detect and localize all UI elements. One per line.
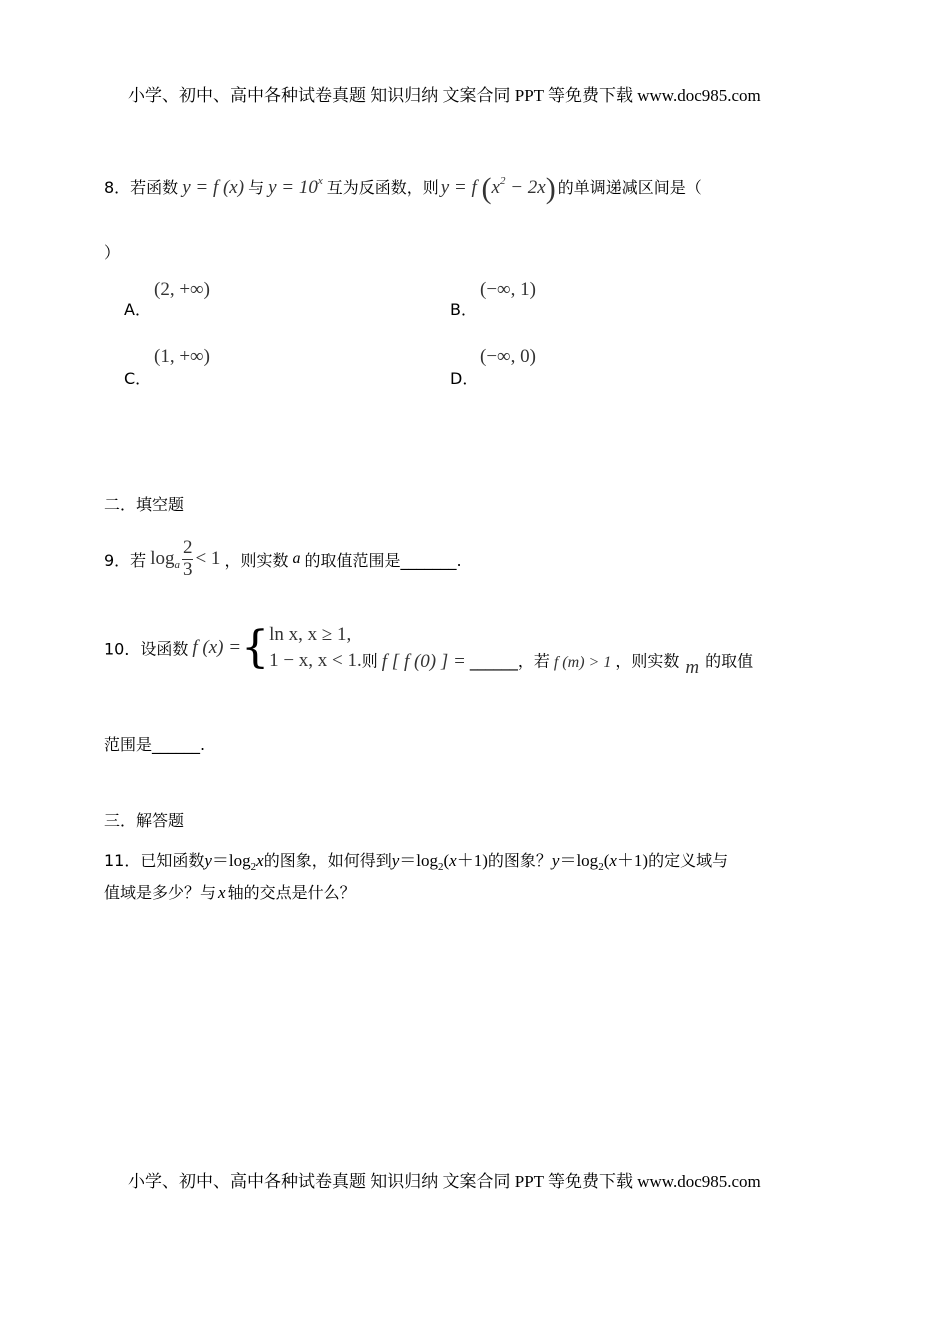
q10-intro: 10．设函数 xyxy=(104,639,189,659)
q9-fraction-numerator: 2 xyxy=(182,537,193,558)
q11-text-domain: 的定义域与 xyxy=(648,851,729,870)
q9-text-range: 的取值范围是_______. xyxy=(304,550,462,570)
q10-brace: { xyxy=(241,622,270,673)
q10-case-1: ln x, x ≥ 1, xyxy=(269,624,352,645)
q11-intro: 11．已知函数 xyxy=(104,851,205,870)
q8-text-and: 与 xyxy=(248,178,265,197)
question-8 xyxy=(104,174,702,204)
option-d-value: (−∞, 0) xyxy=(480,346,536,367)
option-c-label: C． xyxy=(124,369,152,388)
section-3-title: 三．解答题 xyxy=(104,811,185,830)
q10-case-2: 1 − x, x < 1. xyxy=(269,650,362,671)
q8-math-exponent: x xyxy=(317,175,323,187)
q8-math-composite: y = f $(x^2 - 2x)$ xyxy=(440,172,556,205)
q11-text-intersection: 轴的交点是什么？ xyxy=(227,883,356,902)
q10-piecewise xyxy=(269,622,362,674)
q8-text-inverse: 互为反函数，则 xyxy=(326,178,439,197)
q10-text-then: 则 xyxy=(361,651,378,671)
question-11-line-1 xyxy=(104,846,728,873)
option-d-label: D． xyxy=(450,369,479,388)
option-a-value: (2, +∞) xyxy=(154,279,210,300)
q10-var-m: m xyxy=(685,656,700,678)
q10-expr-fm: f (m) > 1 xyxy=(553,653,612,671)
q11-math-log2x1-a: $y=\log_2(x+1)$ xyxy=(391,851,488,873)
option-b-label: B． xyxy=(450,300,477,319)
q9-relation: < 1 xyxy=(195,547,221,569)
page-header: 小学、初中、高中各种试卷真题 知识归纳 文案合同 PPT 等免费下载 www.doc985.com xyxy=(128,86,761,105)
q8-math-10-base: y = 10 xyxy=(268,177,318,198)
q8-text-decreasing: 的单调递减区间是（ xyxy=(557,178,702,197)
option-c-value: (1, +∞) xyxy=(154,346,210,367)
q9-log: log xyxy=(150,547,175,569)
q9-var-a: a xyxy=(292,550,301,568)
q10-expr-ff0: f [ f (0) ] = xyxy=(381,650,466,672)
q8-math-y-eq-fx: y = f (x) xyxy=(182,177,245,198)
q11-math-log2x1-b: $y=\log_2(x+1)$ xyxy=(551,851,649,873)
q10-text-real: ，则实数 xyxy=(615,651,680,671)
q11-text-graph: 的图象，如何得到 xyxy=(263,851,392,870)
section-2-title: 二．填空题 xyxy=(104,495,185,514)
q11-math-log2x: $y=\log_2x$ xyxy=(204,851,264,873)
q9-math-log-inequality xyxy=(150,537,221,580)
q9-intro: 9．若 xyxy=(104,550,147,570)
option-b-value: (−∞, 1) xyxy=(480,279,536,300)
q10-lhs: f (x) = xyxy=(192,637,242,658)
q10-blank-1: ______，若 xyxy=(469,651,550,671)
q9-fraction-denominator: 3 xyxy=(182,558,193,580)
q9-fraction xyxy=(182,538,194,581)
q8-close-paren: ） xyxy=(104,243,121,262)
q8-intro: 8．若函数 xyxy=(104,178,179,197)
q11-var-x: x xyxy=(218,883,226,902)
question-10 xyxy=(104,622,753,679)
q11-text-range: 值域是多少？与 xyxy=(104,883,217,902)
q9-text-a: ，则实数 xyxy=(224,550,289,570)
question-11-line-2 xyxy=(104,880,356,903)
question-9 xyxy=(104,538,462,581)
page-footer: 小学、初中、高中各种试卷真题 知识归纳 文案合同 PPT 等免费下载 www.doc985.com xyxy=(128,1172,761,1191)
q10-line-2: 范围是______. xyxy=(104,735,206,754)
option-a-label: A． xyxy=(124,300,151,319)
q11-text-graph-q: 的图象？ xyxy=(487,851,552,870)
q8-math-y-eq-10x xyxy=(268,177,323,198)
q9-log-base: a xyxy=(174,558,180,571)
q10-text-range-a: 的取值 xyxy=(705,651,754,671)
